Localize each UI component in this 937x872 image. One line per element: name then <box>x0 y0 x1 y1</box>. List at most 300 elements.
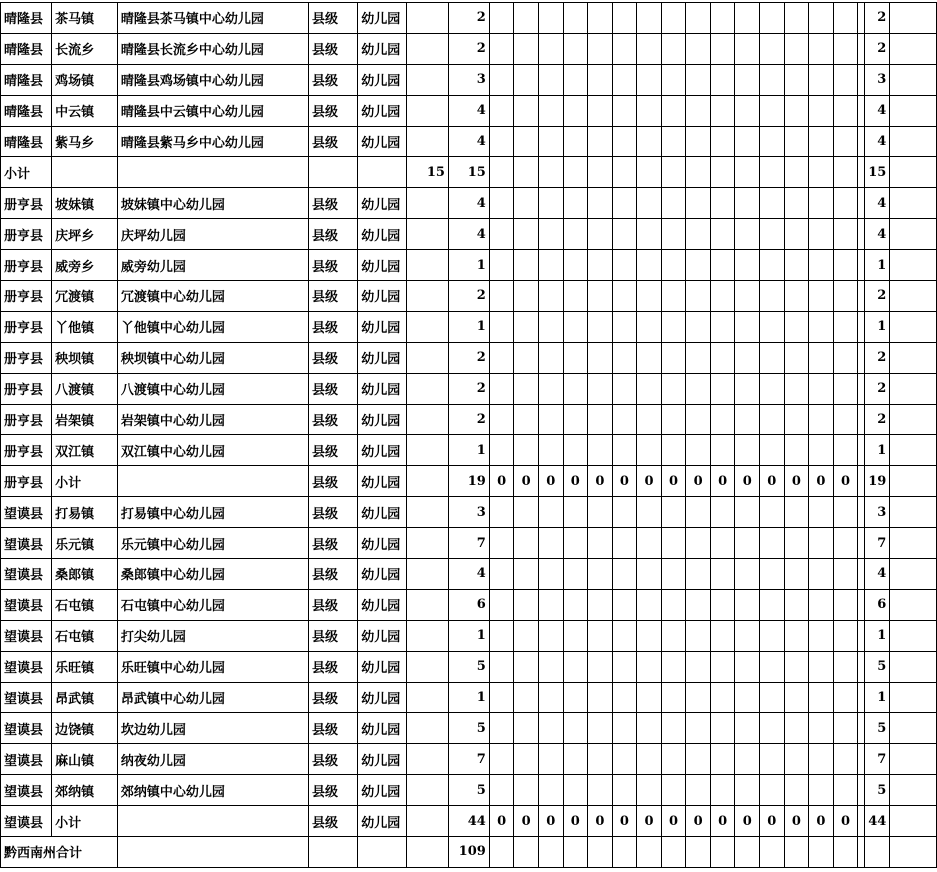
value-cell <box>637 528 662 559</box>
blank-cell <box>890 3 937 34</box>
value-cell <box>637 3 662 34</box>
county-cell: 册亨县 <box>1 342 52 373</box>
value-cell <box>760 404 785 435</box>
value-cell <box>784 281 809 312</box>
value-cell <box>760 775 785 806</box>
value-cell <box>760 713 785 744</box>
value-cell <box>735 219 760 250</box>
value-cell <box>833 311 858 342</box>
value-cell <box>563 589 588 620</box>
count-b-cell: 3 <box>448 497 489 528</box>
value-cell <box>784 126 809 157</box>
county-cell: 望谟县 <box>1 559 52 590</box>
level-cell: 县级 <box>308 497 357 528</box>
count-a-cell <box>406 219 448 250</box>
school-cell <box>117 837 308 868</box>
value-cell <box>588 837 613 868</box>
level-cell: 县级 <box>308 620 357 651</box>
value-cell <box>637 713 662 744</box>
town-cell: 岩架镇 <box>52 404 118 435</box>
value-cell <box>735 559 760 590</box>
type-cell: 幼儿园 <box>358 806 407 837</box>
level-cell: 县级 <box>308 126 357 157</box>
count-a-cell <box>406 404 448 435</box>
value-cell <box>760 95 785 126</box>
county-cell: 册亨县 <box>1 311 52 342</box>
value-cell <box>833 157 858 188</box>
value-cell <box>735 373 760 404</box>
value-cell <box>661 837 686 868</box>
value-cell <box>833 3 858 34</box>
value-cell <box>735 775 760 806</box>
total-cell: 7 <box>865 744 890 775</box>
value-cell <box>514 3 539 34</box>
value-cell <box>514 281 539 312</box>
value-cell <box>833 219 858 250</box>
table-row <box>1 744 937 775</box>
total-cell: 2 <box>865 3 890 34</box>
value-cell <box>809 682 834 713</box>
value-cell <box>833 528 858 559</box>
value-cell <box>489 33 514 64</box>
value-cell <box>858 281 865 312</box>
value-cell <box>760 589 785 620</box>
value-cell <box>563 126 588 157</box>
value-cell <box>686 435 711 466</box>
blank-cell <box>890 559 937 590</box>
town-cell: 石屯镇 <box>52 620 118 651</box>
value-cell <box>514 620 539 651</box>
value-cell <box>637 775 662 806</box>
level-cell: 县级 <box>308 188 357 219</box>
value-cell <box>710 651 735 682</box>
count-b-cell: 4 <box>448 95 489 126</box>
value-cell <box>514 157 539 188</box>
value-cell <box>735 157 760 188</box>
value-cell: 0 <box>809 466 834 497</box>
value-cell <box>858 188 865 219</box>
value-cell <box>661 311 686 342</box>
count-a-cell <box>406 95 448 126</box>
type-cell: 幼儿园 <box>358 682 407 713</box>
value-cell <box>833 744 858 775</box>
value-cell <box>588 250 613 281</box>
value-cell <box>833 837 858 868</box>
value-cell <box>784 837 809 868</box>
value-cell <box>760 3 785 34</box>
level-cell: 县级 <box>308 404 357 435</box>
value-cell <box>588 219 613 250</box>
value-cell <box>661 404 686 435</box>
count-b-cell: 5 <box>448 713 489 744</box>
value-cell <box>809 95 834 126</box>
value-cell <box>858 589 865 620</box>
value-cell <box>612 95 637 126</box>
level-cell: 县级 <box>308 250 357 281</box>
value-cell <box>735 837 760 868</box>
value-cell <box>858 3 865 34</box>
value-cell <box>833 435 858 466</box>
value-cell <box>588 589 613 620</box>
value-cell <box>686 775 711 806</box>
value-cell <box>514 589 539 620</box>
value-cell <box>809 744 834 775</box>
value-cell <box>784 682 809 713</box>
value-cell <box>735 589 760 620</box>
table-row <box>1 806 937 837</box>
count-b-cell: 3 <box>448 64 489 95</box>
blank-cell <box>890 64 937 95</box>
value-cell <box>563 188 588 219</box>
value-cell <box>612 342 637 373</box>
school-cell: 冗渡镇中心幼儿园 <box>117 281 308 312</box>
value-cell <box>588 528 613 559</box>
count-a-cell: 15 <box>406 157 448 188</box>
table-row <box>1 837 937 868</box>
value-cell <box>686 651 711 682</box>
value-cell <box>489 589 514 620</box>
value-cell <box>710 497 735 528</box>
value-cell: 0 <box>563 806 588 837</box>
count-a-cell <box>406 528 448 559</box>
county-cell: 册亨县 <box>1 373 52 404</box>
value-cell <box>489 219 514 250</box>
table-row <box>1 435 937 466</box>
blank-cell <box>890 620 937 651</box>
town-cell: 冗渡镇 <box>52 281 118 312</box>
value-cell <box>661 682 686 713</box>
value-cell <box>538 157 563 188</box>
school-cell: 坡妹镇中心幼儿园 <box>117 188 308 219</box>
value-cell <box>563 528 588 559</box>
value-cell <box>784 311 809 342</box>
value-cell <box>760 64 785 95</box>
value-cell <box>661 528 686 559</box>
value-cell: 0 <box>588 466 613 497</box>
total-cell: 44 <box>865 806 890 837</box>
value-cell <box>489 64 514 95</box>
count-b-cell: 2 <box>448 342 489 373</box>
school-cell: 桑郎镇中心幼儿园 <box>117 559 308 590</box>
type-cell: 幼儿园 <box>358 466 407 497</box>
value-cell <box>833 497 858 528</box>
type-cell: 幼儿园 <box>358 559 407 590</box>
value-cell <box>710 837 735 868</box>
value-cell <box>710 744 735 775</box>
value-cell <box>686 126 711 157</box>
value-cell <box>710 559 735 590</box>
value-cell <box>612 404 637 435</box>
value-cell <box>833 95 858 126</box>
county-cell: 晴隆县 <box>1 95 52 126</box>
value-cell <box>686 497 711 528</box>
school-cell <box>117 466 308 497</box>
value-cell <box>514 311 539 342</box>
value-cell <box>760 33 785 64</box>
level-cell: 县级 <box>308 528 357 559</box>
school-cell: 岩架镇中心幼儿园 <box>117 404 308 435</box>
value-cell <box>612 713 637 744</box>
type-cell: 幼儿园 <box>358 713 407 744</box>
value-cell <box>563 157 588 188</box>
value-cell <box>612 64 637 95</box>
value-cell <box>637 188 662 219</box>
count-a-cell <box>406 713 448 744</box>
value-cell <box>538 342 563 373</box>
count-b-cell: 2 <box>448 3 489 34</box>
value-cell <box>538 219 563 250</box>
count-a-cell <box>406 775 448 806</box>
school-cell: 乐旺镇中心幼儿园 <box>117 651 308 682</box>
value-cell <box>760 219 785 250</box>
count-a-cell <box>406 342 448 373</box>
value-cell <box>661 342 686 373</box>
value-cell: 0 <box>637 466 662 497</box>
count-a-cell <box>406 806 448 837</box>
type-cell <box>358 157 407 188</box>
value-cell <box>809 651 834 682</box>
value-cell <box>735 528 760 559</box>
value-cell <box>661 589 686 620</box>
town-cell: 长流乡 <box>52 33 118 64</box>
town-cell: 双江镇 <box>52 435 118 466</box>
value-cell: 0 <box>735 466 760 497</box>
value-cell <box>710 126 735 157</box>
county-cell: 晴隆县 <box>1 64 52 95</box>
value-cell <box>612 373 637 404</box>
blank-cell <box>890 188 937 219</box>
table-row <box>1 775 937 806</box>
value-cell <box>784 528 809 559</box>
value-cell <box>833 250 858 281</box>
total-cell: 1 <box>865 311 890 342</box>
type-cell: 幼儿园 <box>358 281 407 312</box>
value-cell <box>858 466 865 497</box>
value-cell <box>588 682 613 713</box>
value-cell <box>612 157 637 188</box>
count-b-cell: 44 <box>448 806 489 837</box>
value-cell <box>588 95 613 126</box>
value-cell <box>735 404 760 435</box>
count-a-cell <box>406 64 448 95</box>
value-cell <box>784 342 809 373</box>
total-cell: 3 <box>865 497 890 528</box>
count-a-cell <box>406 373 448 404</box>
blank-cell <box>890 311 937 342</box>
level-cell: 县级 <box>308 682 357 713</box>
value-cell <box>809 126 834 157</box>
level-cell: 县级 <box>308 744 357 775</box>
value-cell <box>514 744 539 775</box>
value-cell <box>538 775 563 806</box>
value-cell <box>563 342 588 373</box>
value-cell <box>612 775 637 806</box>
value-cell <box>588 497 613 528</box>
value-cell <box>735 620 760 651</box>
town-cell: 桑郎镇 <box>52 559 118 590</box>
value-cell <box>563 775 588 806</box>
value-cell <box>833 559 858 590</box>
value-cell <box>784 64 809 95</box>
count-b-cell: 1 <box>448 311 489 342</box>
value-cell <box>686 404 711 435</box>
value-cell: 0 <box>563 466 588 497</box>
town-cell: 威旁乡 <box>52 250 118 281</box>
school-cell: 纳夜幼儿园 <box>117 744 308 775</box>
count-a-cell <box>406 435 448 466</box>
table-row <box>1 682 937 713</box>
total-cell: 7 <box>865 528 890 559</box>
value-cell <box>809 219 834 250</box>
value-cell <box>538 528 563 559</box>
value-cell <box>612 126 637 157</box>
town-cell: 打易镇 <box>52 497 118 528</box>
value-cell <box>612 435 637 466</box>
value-cell <box>538 188 563 219</box>
value-cell: 0 <box>514 806 539 837</box>
value-cell <box>735 497 760 528</box>
type-cell: 幼儿园 <box>358 589 407 620</box>
value-cell <box>760 651 785 682</box>
value-cell <box>489 620 514 651</box>
blank-cell <box>890 157 937 188</box>
value-cell <box>735 435 760 466</box>
school-cell: 乐元镇中心幼儿园 <box>117 528 308 559</box>
count-b-cell: 7 <box>448 528 489 559</box>
value-cell <box>637 373 662 404</box>
county-cell: 望谟县 <box>1 497 52 528</box>
value-cell <box>686 219 711 250</box>
table-row <box>1 528 937 559</box>
county-cell: 晴隆县 <box>1 33 52 64</box>
total-cell: 4 <box>865 188 890 219</box>
value-cell <box>612 744 637 775</box>
total-cell: 15 <box>865 157 890 188</box>
level-cell: 县级 <box>308 33 357 64</box>
value-cell <box>686 188 711 219</box>
value-cell <box>538 250 563 281</box>
table-row <box>1 373 937 404</box>
count-b-cell: 2 <box>448 281 489 312</box>
value-cell <box>858 157 865 188</box>
total-cell: 2 <box>865 33 890 64</box>
school-cell: 石屯镇中心幼儿园 <box>117 589 308 620</box>
town-cell: 小计 <box>52 466 118 497</box>
type-cell: 幼儿园 <box>358 95 407 126</box>
value-cell <box>735 126 760 157</box>
blank-cell <box>890 497 937 528</box>
value-cell <box>563 651 588 682</box>
value-cell <box>784 219 809 250</box>
table-row <box>1 3 937 34</box>
value-cell <box>489 157 514 188</box>
value-cell <box>514 126 539 157</box>
value-cell: 0 <box>489 466 514 497</box>
type-cell: 幼儿园 <box>358 126 407 157</box>
county-cell: 望谟县 <box>1 806 52 837</box>
value-cell <box>661 775 686 806</box>
value-cell <box>784 744 809 775</box>
level-cell: 县级 <box>308 466 357 497</box>
school-cell: 打尖幼儿园 <box>117 620 308 651</box>
value-cell <box>588 435 613 466</box>
value-cell <box>588 126 613 157</box>
value-cell <box>809 250 834 281</box>
total-cell: 2 <box>865 342 890 373</box>
value-cell <box>858 250 865 281</box>
value-cell <box>760 250 785 281</box>
value-cell <box>809 188 834 219</box>
blank-cell <box>890 837 937 868</box>
county-cell: 小计 <box>1 157 52 188</box>
total-cell: 1 <box>865 620 890 651</box>
value-cell <box>588 559 613 590</box>
value-cell <box>637 311 662 342</box>
value-cell: 0 <box>760 806 785 837</box>
count-a-cell <box>406 497 448 528</box>
total-cell: 1 <box>865 250 890 281</box>
value-cell <box>735 744 760 775</box>
table-row <box>1 64 937 95</box>
value-cell <box>489 528 514 559</box>
level-cell: 县级 <box>308 311 357 342</box>
value-cell <box>686 744 711 775</box>
value-cell <box>710 157 735 188</box>
county-cell: 册亨县 <box>1 188 52 219</box>
school-cell: 晴隆县茶马镇中心幼儿园 <box>117 3 308 34</box>
value-cell <box>637 281 662 312</box>
value-cell <box>612 651 637 682</box>
table-row <box>1 620 937 651</box>
value-cell <box>858 311 865 342</box>
value-cell <box>760 435 785 466</box>
count-b-cell: 2 <box>448 404 489 435</box>
type-cell: 幼儿园 <box>358 342 407 373</box>
value-cell <box>686 559 711 590</box>
value-cell <box>489 837 514 868</box>
total-cell: 2 <box>865 404 890 435</box>
value-cell <box>489 559 514 590</box>
type-cell: 幼儿园 <box>358 404 407 435</box>
town-cell: 八渡镇 <box>52 373 118 404</box>
school-cell: 秧坝镇中心幼儿园 <box>117 342 308 373</box>
value-cell <box>858 64 865 95</box>
value-cell <box>760 373 785 404</box>
value-cell <box>735 682 760 713</box>
value-cell <box>661 64 686 95</box>
value-cell <box>710 682 735 713</box>
count-b-cell: 6 <box>448 589 489 620</box>
value-cell <box>637 95 662 126</box>
value-cell <box>686 3 711 34</box>
value-cell <box>858 219 865 250</box>
value-cell <box>661 281 686 312</box>
value-cell: 0 <box>514 466 539 497</box>
blank-cell <box>890 219 937 250</box>
value-cell <box>858 744 865 775</box>
value-cell <box>760 126 785 157</box>
value-cell <box>686 713 711 744</box>
count-a-cell <box>406 250 448 281</box>
count-b-cell: 1 <box>448 435 489 466</box>
value-cell <box>858 837 865 868</box>
level-cell <box>308 837 357 868</box>
value-cell <box>784 95 809 126</box>
value-cell <box>858 559 865 590</box>
value-cell <box>661 126 686 157</box>
level-cell: 县级 <box>308 342 357 373</box>
value-cell <box>514 404 539 435</box>
